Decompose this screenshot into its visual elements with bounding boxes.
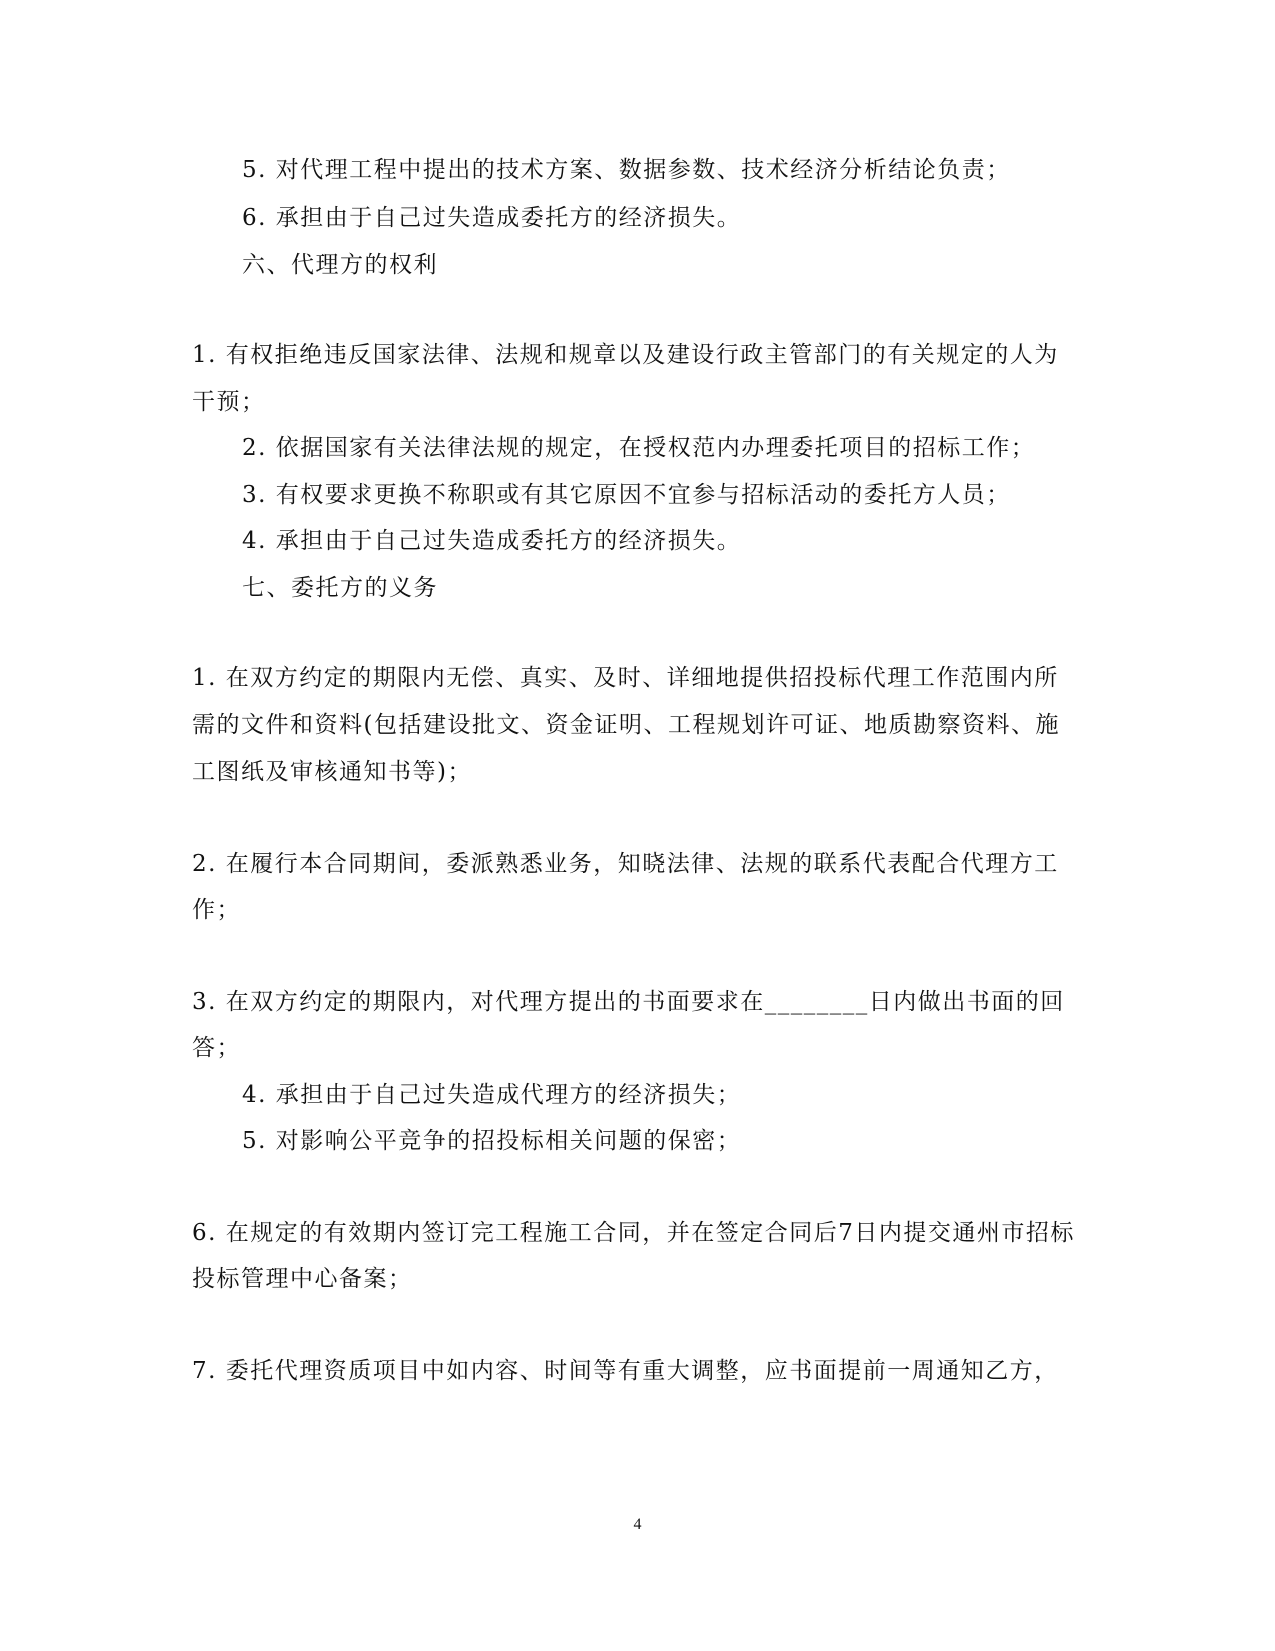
text-line: 5. 对代理工程中提出的技术方案、数据参数、技术经济分析结论负责； <box>242 157 1011 183</box>
text-line: 1. 有权拒绝违反国家法律、法规和规章以及建设行政主管部门的有关规定的人为 <box>192 342 1059 368</box>
text-line: 3. 在双方约定的期限内，对代理方提出的书面要求在________日内做出书面的回 <box>192 989 1065 1015</box>
text-line: 工图纸及审核通知书等)； <box>192 759 472 785</box>
section-heading: 七、委托方的义务 <box>242 575 438 601</box>
text-line: 1. 在双方约定的期限内无偿、真实、及时、详细地提供招投标代理工作范围内所 <box>192 665 1059 691</box>
section-heading: 六、代理方的权利 <box>242 252 438 278</box>
text-line: 干预； <box>192 389 266 415</box>
text-line: 4. 承担由于自己过失造成委托方的经济损失。 <box>242 528 742 554</box>
text-line: 7. 委托代理资质项目中如内容、时间等有重大调整，应书面提前一周通知乙方， <box>192 1358 1059 1384</box>
text-line: 答； <box>192 1035 241 1061</box>
text-line: 6. 承担由于自己过失造成委托方的经济损失。 <box>242 205 742 231</box>
page-number: 4 <box>633 1516 642 1533</box>
text-line: 2. 在履行本合同期间，委派熟悉业务，知晓法律、法规的联系代表配合代理方工 <box>192 851 1059 877</box>
text-line: 3. 有权要求更换不称职或有其它原因不宜参与招标活动的委托方人员； <box>242 482 1011 508</box>
text-line: 作； <box>192 897 241 923</box>
text-line: 2. 依据国家有关法律法规的规定，在授权范内办理委托项目的招标工作； <box>242 435 1036 461</box>
text-line: 6. 在规定的有效期内签订完工程施工合同，并在签定合同后7日内提交通州市招标 <box>192 1220 1075 1246</box>
text-line: 投标管理中心备案； <box>192 1266 413 1292</box>
text-line: 5. 对影响公平竞争的招投标相关问题的保密； <box>242 1128 742 1154</box>
text-line: 需的文件和资料(包括建设批文、资金证明、工程规划许可证、地质勘察资料、施 <box>192 712 1060 738</box>
text-line: 4. 承担由于自己过失造成代理方的经济损失； <box>242 1082 742 1108</box>
